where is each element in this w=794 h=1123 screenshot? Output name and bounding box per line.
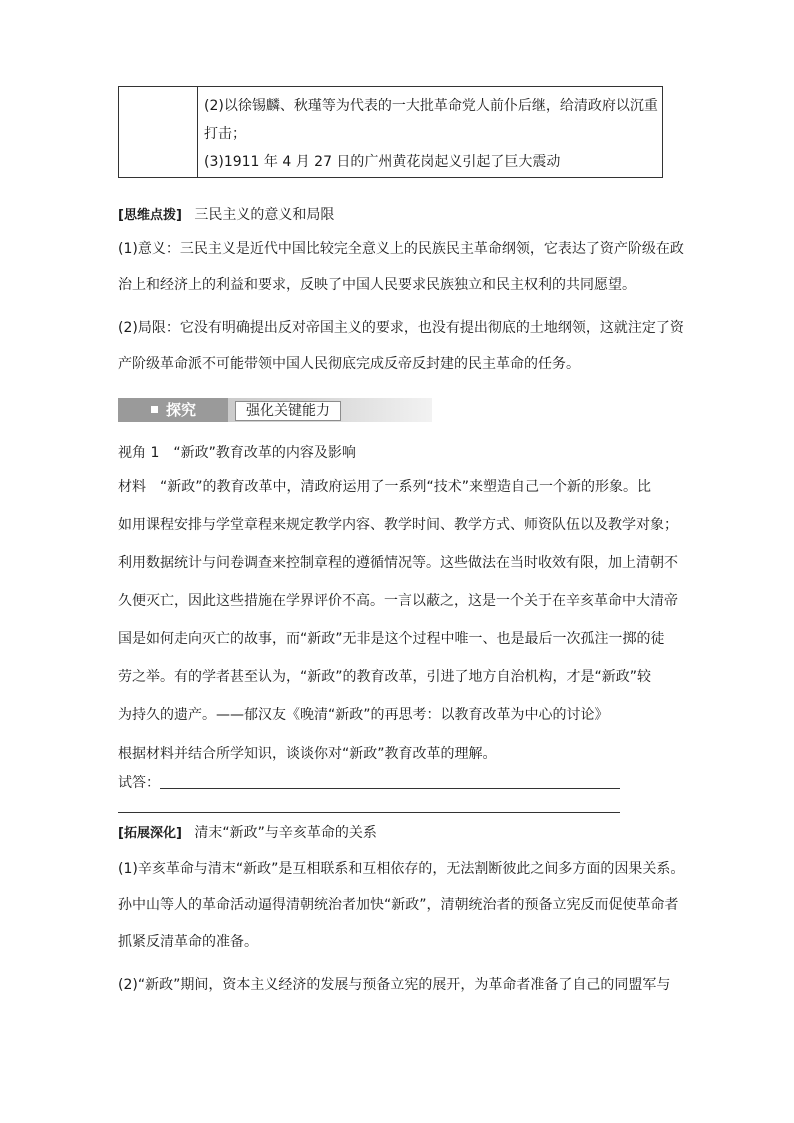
material-line-3: 利用数据统计与问卷调查来控制章程的遵循情况等。这些做法在当时收效有限，加上清朝不 [118, 555, 678, 571]
extension-title: 清末“新政”与辛亥革命的关系 [194, 825, 377, 841]
thinking-p1-line1: (1)意义：三民主义是近代中国比较完全意义上的民族民主革命纲领，它表达了资产阶级在政 [118, 241, 684, 257]
question-text: 根据材料并结合所学知识，谈谈你对“新政”教育改革的理解。 [118, 746, 497, 762]
material-line-5: 国是如何走向灭亡的故事，而“新政”无非是这个过程中唯一、也是最后一次孤注一掷的徒 [118, 631, 665, 647]
extension-p1-line2: 孙中山等人的革命活动逼得清朝统治者加快“新政”，清朝统治者的预备立宪反而促使革命者 [118, 897, 679, 913]
table-column-divider [197, 86, 198, 178]
material-line-7: 为持久的遗产。——郁汉友《晚清“新政”的再思考：以教育改革为中心的讨论》 [118, 707, 609, 723]
thinking-p1-line2: 治上和经济上的利益和要求，反映了中国人民要求民族独立和民主权利的共同愿望。 [118, 277, 636, 293]
thinking-p2-line1: (2)局限：它没有明确提出反对帝国主义的要求，也没有提出彻底的土地纲领，这就注定了资 [118, 320, 684, 336]
answer-line-2[interactable] [118, 812, 620, 813]
material-line-1: 材料 “新政”的教育改革中，清政府运用了一系列“技术”来塑造自己一个新的形象。比 [118, 479, 652, 495]
extension-p1-line1: (1)辛亥革命与清末“新政”是互相联系和互相依存的，无法割断彼此之间多方面的因果关系。 [118, 861, 685, 877]
banner-subtitle: 强化关键能力 [235, 401, 341, 421]
extension-heading [118, 822, 377, 842]
extension-p2-line1: (2)“新政”期间，资本主义经济的发展与预备立宪的展开，为革命者准备了自己的同盟军与 [118, 977, 671, 993]
banner-title: 探究 [166, 401, 197, 419]
table-cell-line-2: 打击； [204, 126, 246, 142]
answer-label: 试答： [118, 775, 160, 791]
material-line-4: 久便灭亡，因此这些措施在学界评价不高。一言以蔽之，这是一个关于在辛亥革命中大清帝 [118, 593, 678, 609]
material-line-6: 劳之举。有的学者甚至认为，“新政”的教育改革，引进了地方自治机构，才是“新政”较 [118, 669, 652, 685]
thinking-tag: [思维点拨] [118, 208, 182, 223]
material-line-2: 如用课程安排与学堂章程来规定教学内容、教学时间、教学方式、师资队伍以及教学对象； [118, 517, 678, 533]
table-cell-line-3: (3)1911 年 4 月 27 日的广州黄花岗起义引起了巨大震动 [204, 154, 561, 170]
table-cell-line-1: (2)以徐锡麟、秋瑾等为代表的一大批革命党人前仆后继，给清政府以沉重 [204, 98, 658, 114]
thinking-title: 三民主义的意义和局限 [194, 207, 335, 223]
thinking-p2-line2: 产阶级革命派不可能带领中国人民彻底完成反帝反封建的民主革命的任务。 [118, 356, 580, 372]
answer-line-1[interactable] [160, 788, 620, 789]
extension-p1-line3: 抓紧反清革命的准备。 [118, 934, 258, 950]
extension-tag: [拓展深化] [118, 826, 182, 841]
banner-bullet-icon [151, 406, 158, 413]
perspective-heading: 视角 1 “新政”教育改革的内容及影响 [118, 445, 356, 461]
thinking-heading [118, 204, 334, 224]
